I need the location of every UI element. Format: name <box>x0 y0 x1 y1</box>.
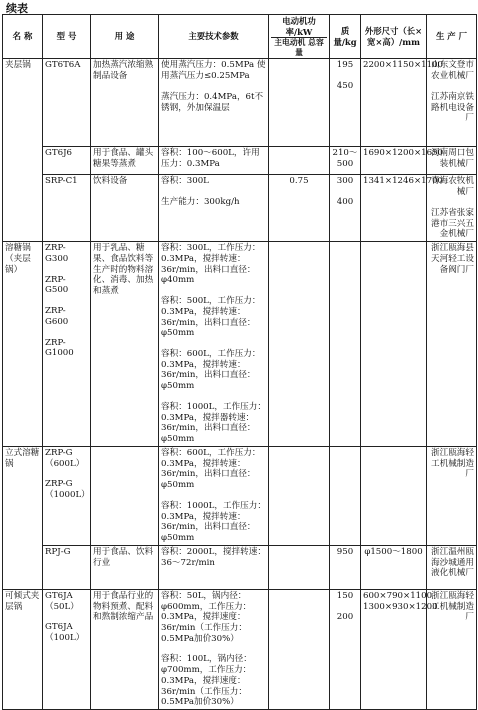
params-cell <box>159 242 269 447</box>
model-text: RPJ-G <box>45 546 71 557</box>
maker-text: 河南周口包装机械厂 <box>431 148 474 170</box>
maker-text: 浙江瓯海轻工机械制造厂 <box>431 447 474 480</box>
header-power-sub: 主电动机 总容量 <box>271 37 327 57</box>
mass-cell <box>330 175 361 242</box>
header-mass: 质量/kg <box>330 15 361 59</box>
power-cell <box>269 446 330 545</box>
params-cell <box>159 147 269 175</box>
model-text: ZRP-G500 <box>45 274 69 296</box>
param-text: 容积：1000L，工作压力：0.3MPa，搅拌转速：36r/min，出料口直径：φ50mm <box>161 500 266 544</box>
mass-cell <box>330 59 361 147</box>
section-name: 立式溶糖锅 <box>3 446 43 589</box>
maker-cell <box>427 147 477 175</box>
model-cell <box>43 175 91 242</box>
maker-text: 青海农牧机械厂 <box>431 176 474 198</box>
maker-cell <box>427 589 477 709</box>
header-size: 外形尺寸（长×宽×高）/mm <box>361 15 427 59</box>
table-header-row <box>3 15 477 59</box>
param-text: 容积：300L，工作压力：0.3MPa，搅拌转速：36r/min，出料口直径：φ40mm <box>161 243 261 286</box>
maker-cell <box>427 545 477 589</box>
size-cell: 1341×1246×1700 <box>361 175 427 242</box>
params-cell <box>159 589 269 709</box>
mass-text: 400 <box>336 197 354 208</box>
header-power-label: 电动机功率/kW <box>282 16 316 37</box>
mass-cell <box>330 545 361 589</box>
header-params: 主要技术参数 <box>159 15 269 59</box>
model-cell <box>43 545 91 589</box>
use-cell: 用于食品、罐头糖果等蒸煮 <box>91 147 159 175</box>
param-text: 使用蒸汽压力：0.5MPa 使用蒸汽压力≤0.25MPa <box>161 60 266 82</box>
table-row <box>3 147 477 175</box>
mass-text: 300 <box>336 176 354 187</box>
mass-text: 150 <box>336 590 354 601</box>
maker-text: 江苏南京铁路机电设备厂 <box>431 91 474 124</box>
maker-text: 浙江瓯海县天河轻工设备阀门厂 <box>431 243 474 275</box>
param-text: 生产能力：300kg/h <box>161 197 240 208</box>
params-cell <box>159 446 269 545</box>
mass-text: 200 <box>336 611 354 622</box>
power-cell <box>269 589 330 709</box>
use-cell: 用于乳品、糖果、食品饮料等生产时的物料溶化、消毒、加热和蒸煮 <box>91 242 159 447</box>
maker-text: 浙江瓯海轻工机械制造厂 <box>431 590 474 623</box>
param-text: 容积：1000L，工作压力：0.3MPa，搅拌器转速：36r/min，出料口直径：φ50mm <box>161 401 266 445</box>
model-text: GT6J6 <box>45 148 72 159</box>
param-text: 容积：50L，锅内径：φ600mm，工作压力：0.3MPa，搅拌速度：36r/min（工作压力：0.5MPa加价30%） <box>161 590 252 644</box>
equipment-table <box>2 14 477 710</box>
params-cell <box>159 545 269 589</box>
maker-cell <box>427 175 477 242</box>
table-row <box>3 589 477 709</box>
table-row <box>3 242 477 447</box>
size-cell: 600×790×1100 1300×930×1200 <box>361 589 427 709</box>
section-name: 溶糖锅（夹层锅） <box>3 242 43 447</box>
mass-text: 210～500 <box>332 148 358 170</box>
model-text: GT6JA（50L） <box>45 590 79 612</box>
table-row <box>3 446 477 545</box>
model-text: ZRP-G600 <box>45 306 69 327</box>
size-cell <box>361 242 427 447</box>
table-body <box>3 59 477 710</box>
params-cell <box>159 175 269 242</box>
size-cell <box>361 446 427 545</box>
power-cell <box>269 242 330 447</box>
power-cell: 0.75 <box>269 175 330 242</box>
use-cell: 用于食品行业的物料预煮、配料和熬制浓缩产品 <box>91 589 159 709</box>
use-cell <box>91 446 159 545</box>
table-row <box>3 545 477 589</box>
maker-text: 江苏省张家港市三兴五金机械厂 <box>431 207 474 240</box>
power-cell <box>269 147 330 175</box>
params-cell <box>159 59 269 147</box>
param-text: 容积：600L，工作压力：0.3MPa，搅拌转速：36r/min，出料口直径：φ50mm <box>161 349 261 392</box>
mass-cell <box>330 446 361 545</box>
table-row <box>3 175 477 242</box>
model-cell <box>43 446 91 545</box>
mass-cell <box>330 589 361 709</box>
model-text: ZRP-G（1000L） <box>45 479 90 501</box>
mass-cell <box>330 242 361 447</box>
header-model: 型 号 <box>43 15 91 59</box>
power-cell <box>269 59 330 147</box>
maker-cell <box>427 59 477 147</box>
use-cell: 用于食品、饮料行业 <box>91 545 159 589</box>
param-text: 容积：2000L，搅拌转速：36～72r/min <box>161 546 266 568</box>
header-name: 名 称 <box>3 15 43 59</box>
model-cell <box>43 147 91 175</box>
continuation-label: 续表 <box>6 2 28 15</box>
model-cell <box>43 589 91 709</box>
model-text: GT6T6A <box>45 60 81 71</box>
table-row <box>3 59 477 147</box>
model-cell <box>43 242 91 447</box>
mass-cell <box>330 147 361 175</box>
model-text: ZRP-G（600L） <box>45 447 85 469</box>
header-maker: 生 产 厂 <box>427 15 477 59</box>
maker-text: 浙江温州瓯海沙城通用液化机械厂 <box>431 546 474 579</box>
mass-text: 195 <box>336 60 354 71</box>
model-text: ZRP-G1000 <box>45 337 74 359</box>
use-cell: 加热蒸汽浓缩熟制品设备 <box>91 59 159 147</box>
header-power <box>269 15 330 59</box>
model-cell <box>43 59 91 147</box>
mass-text: 450 <box>336 81 354 92</box>
param-text: 容积：100L，锅内径：φ700mm，工作压力：0.3MPa，搅拌速度：36r/min（工作压力：0.5MPa加价30%） <box>161 654 252 708</box>
maker-text: 山东文登市农业机械厂 <box>431 60 474 82</box>
model-text: ZRP-G300 <box>45 243 69 264</box>
header-use: 用 途 <box>91 15 159 59</box>
param-text: 容积：600L，工作压力：0.3MPa，搅拌转速：36r/min，出料口直径：φ50mm <box>161 447 261 491</box>
model-text: GT6JA（100L） <box>45 622 85 643</box>
param-text: 容积：300L <box>161 176 209 187</box>
size-cell: φ1500～1800 <box>361 545 427 589</box>
section-name: 可倾式夹层锅 <box>3 589 43 709</box>
section-name: 夹层锅 <box>3 59 43 242</box>
mass-text: 950 <box>336 546 354 557</box>
size-cell: 2200×1150×1100 <box>361 59 427 147</box>
param-text: 容积：500L，工作压力：0.3MPa，搅拌转速：36r/min，出料口直径：φ50mm <box>161 296 261 339</box>
power-cell <box>269 545 330 589</box>
size-cell: 1690×1200×1650 <box>361 147 427 175</box>
maker-cell <box>427 242 477 447</box>
model-text: SRP-C1 <box>45 176 78 187</box>
param-text: 容积：100～600L，许用压力：0.3MPa <box>161 148 260 170</box>
maker-cell <box>427 446 477 545</box>
param-text: 蒸汽压力：0.4MPa，6t不锈钢，外加保温层 <box>161 91 264 113</box>
use-cell: 饮料设备 <box>91 175 159 242</box>
